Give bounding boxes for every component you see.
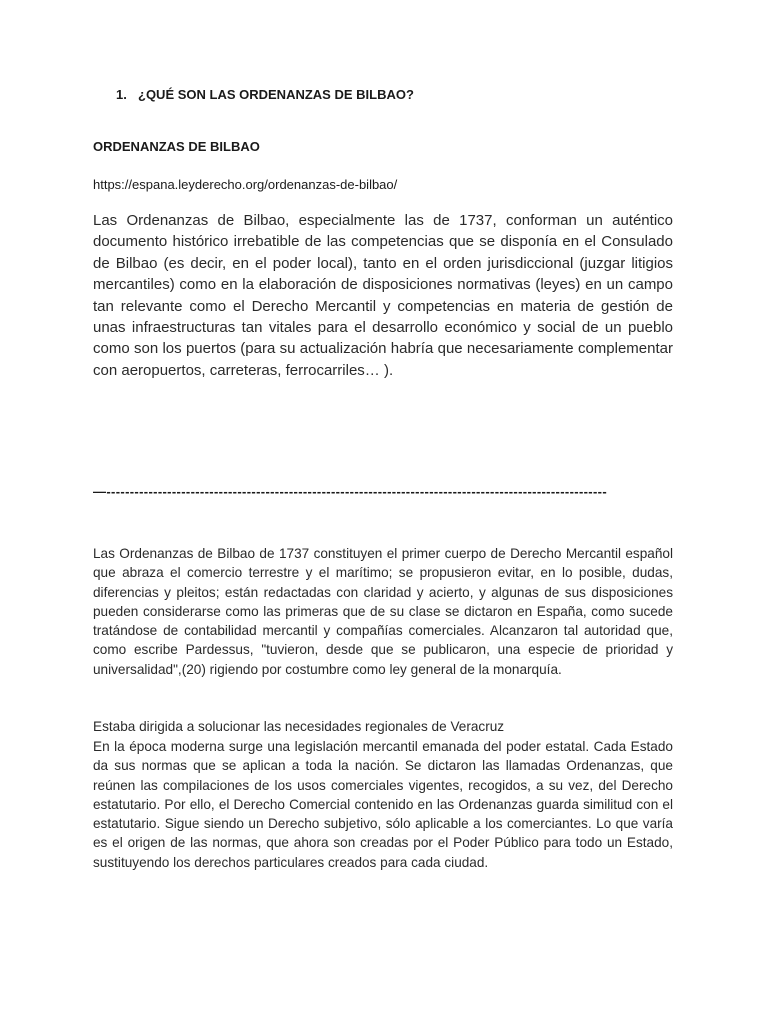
paragraph-veracruz: Estaba dirigida a solucionar las necesidades regionales de Veracruz — [93, 719, 505, 734]
paragraph-ordenanzas-1737: Las Ordenanzas de Bilbao de 1737 constituyen el primer cuerpo de Derecho Mercantil español que abraza el comercio terrestre y el marítimo; se propusieron evitar, en lo posible, dudas, diferencias y pleitos; están redactadas con claridad y acierto, y algunas de sus disposiciones pueden considerarse como las primeras que de su clase se dictaron en España, como sucede tratándose de contabilidad mercantil y compañías comerciales. Alcanzaron tal autoridad que, como escribe Pardessus, "tuvieron, desde que se publicaron, una especie de prioridad y universalidad",(20) rigiendo por costumbre como ley general de la monarquía. — [93, 546, 673, 677]
page-title — [116, 87, 414, 102]
intro-paragraph: Las Ordenanzas de Bilbao, especialmente las de 1737, conforman un auténtico documento histórico irrebatible de las competencias que se disponía en el Consulado de Bilbao (es decir, en el poder local), tanto en el orden jurisdiccional (juzgar litigios mercantiles) como en la elaboración de disposiciones normativas (leyes) en un campo tan relevante como el Derecho Mercantil y competencias en materia de gestión de unas infraestructuras tan vitales para el desarrollo económico y social de un pueblo como son los puertos (para su actualización habría que necesariamente complementar con aeropuertos, carreteras, ferrocarriles… ). — [93, 212, 673, 379]
paragraph-epoca-moderna: En la época moderna surge una legislación mercantil emanada del poder estatal. Cada Estado da sus normas que se aplican a toda la nación. Se dictaron las llamadas Ordenanzas, que reúnen las compilaciones de los usos comerciales vigentes, recogidos, a su vez, del Derecho estatutario. Por ello, el Derecho Comercial contenido en las Ordenanzas guarda similitud con el estatutario. Sigue siendo un Derecho subjetivo, sólo aplicable a los comerciantes. Lo que varía es el origen de las normas, que ahora son creadas por el Poder Público para todo un Estado, sustituyendo los derechos particulares creados para cada ciudad. — [93, 739, 673, 870]
heading-text: ¿QUÉ SON LAS ORDENANZAS DE BILBAO? — [138, 87, 414, 102]
section-title: ORDENANZAS DE BILBAO — [93, 139, 260, 154]
source-link[interactable]: https://espana.leyderecho.org/ordenanzas-de-bilbao/ — [93, 177, 398, 192]
separator-line: —----------------------------------------------------------------------------------------------------------- — [93, 484, 608, 499]
heading-number: 1. — [116, 87, 127, 102]
